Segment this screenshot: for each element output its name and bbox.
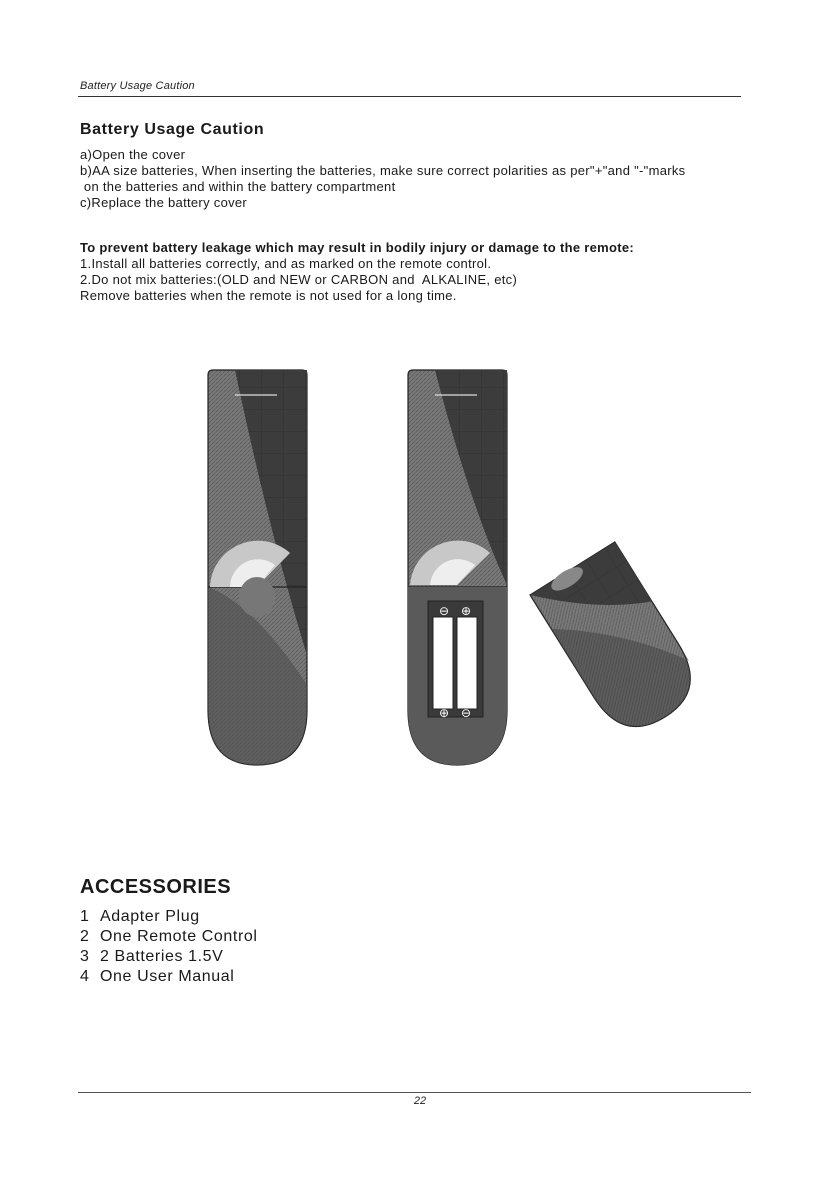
page-number: 22 xyxy=(413,1095,427,1107)
accessory-item xyxy=(80,967,258,987)
battery-cover-image xyxy=(529,540,695,743)
accessory-label: One User Manual xyxy=(100,968,235,985)
section-title: Battery Usage Caution xyxy=(80,121,265,138)
accessory-item xyxy=(80,947,258,967)
header-divider xyxy=(78,96,741,97)
accessory-number: 1 xyxy=(80,908,90,925)
footer-divider xyxy=(78,1092,751,1093)
accessory-number: 2 xyxy=(80,928,90,945)
accessories-title: ACCESSORIES xyxy=(80,876,232,898)
warning-item: 1.Install all batteries correctly, and as marked on the remote control. xyxy=(80,256,492,271)
remote-closed-image xyxy=(208,370,307,765)
accessory-item xyxy=(80,927,258,947)
minus-symbol-top-left: ⊖ xyxy=(439,604,450,618)
accessory-label: One Remote Control xyxy=(100,928,258,945)
step-replace-cover: c)Replace the battery cover xyxy=(80,195,248,210)
accessory-number: 3 xyxy=(80,948,90,965)
accessories-list xyxy=(80,907,258,987)
step-open-cover: a)Open the cover xyxy=(80,147,186,162)
accessory-label: Adapter Plug xyxy=(100,908,200,925)
plus-symbol-top-right: ⊕ xyxy=(461,604,472,618)
warning-list xyxy=(80,256,517,304)
warning-item: Remove batteries when the remote is not used for a long time. xyxy=(80,288,457,303)
warning-title: To prevent battery leakage which may result in bodily injury or damage to the remote: xyxy=(80,240,635,255)
accessory-label: 2 Batteries 1.5V xyxy=(100,948,224,965)
remote-open-image xyxy=(408,370,507,765)
minus-symbol-bottom-right: ⊖ xyxy=(461,706,472,720)
running-header: Battery Usage Caution xyxy=(80,80,195,92)
accessory-item xyxy=(80,907,258,927)
accessory-number: 4 xyxy=(80,968,90,985)
plus-symbol-bottom-left: ⊕ xyxy=(439,706,450,720)
warning-item: 2.Do not mix batteries:(OLD and NEW or CARBON and ALKALINE, etc) xyxy=(80,272,518,287)
step-insert-batteries: b)AA size batteries, When inserting the batteries, make sure correct polarities as per"+"and "-"marks xyxy=(80,163,686,178)
step-insert-batteries-cont: on the batteries and within the battery compartment xyxy=(80,179,396,194)
battery-installation-illustration xyxy=(195,365,695,780)
battery-steps xyxy=(80,147,770,211)
